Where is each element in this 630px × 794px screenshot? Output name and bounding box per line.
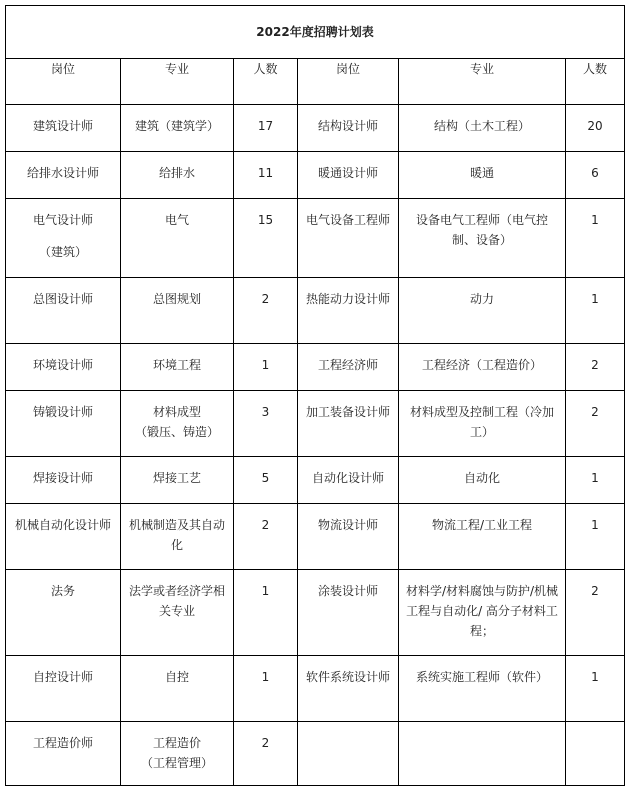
major-cell: 焊接工艺 [152,471,201,485]
count-cell: 1 [591,292,599,306]
position-cell: 工程经济师 [317,358,378,372]
position-cell [6,199,120,262]
position-note: （建筑） [38,245,87,259]
major-cell [399,722,565,733]
major-cell: 法学或者经济学相关专业 [128,584,225,618]
position-cell: 铸锻设计师 [32,405,93,419]
major-cell: 动力 [469,292,494,306]
count-cell: 15 [257,213,274,227]
count-cell: 1 [261,584,270,598]
table-row [6,457,625,504]
major-cell: 物流工程/工业工程 [431,518,533,532]
table-row [6,391,625,457]
major-cell [121,391,233,442]
position-name: 电气设计师 [32,213,93,227]
count-cell: 1 [591,518,599,532]
major-cell: 总图规划 [152,292,201,306]
major-cell: 材料成型及控制工程（冷加工） [409,405,554,439]
count-cell: 2 [591,358,599,372]
count-cell: 5 [261,471,270,485]
position-cell: 自控设计师 [32,670,93,684]
position-cell: 热能动力设计师 [305,292,390,306]
major-cell: 机械制造及其自动化 [128,518,225,552]
count-cell: 1 [261,358,270,372]
position-cell: 物流设计师 [317,518,378,532]
count-cell: 2 [261,518,270,532]
position-cell [298,722,398,733]
header-count: 人数 [234,59,298,105]
count-cell: 2 [261,292,270,306]
major-cell [121,722,233,773]
position-cell: 工程造价师 [32,736,93,750]
table-row [6,656,625,722]
header-count: 人数 [566,59,625,105]
count-cell: 1 [591,471,599,485]
position-cell: 焊接设计师 [32,471,93,485]
major-cell: 暖通 [469,166,494,180]
position-cell: 电气设备工程师 [305,213,390,227]
major-cell: 材料学/材料腐蚀与防护/机械工程与自动化/ 高分子材料工程； [405,584,559,638]
count-cell [566,722,624,733]
count-cell: 1 [261,670,270,684]
count-cell: 2 [591,405,599,419]
major-cell: 环境工程 [152,358,201,372]
position-cell: 环境设计师 [32,358,93,372]
position-cell: 法务 [50,584,75,598]
position-cell: 机械自动化设计师 [14,518,111,532]
position-cell: 给排水设计师 [26,166,99,180]
position-cell: 涂装设计师 [317,584,378,598]
position-cell: 总图设计师 [32,292,93,306]
table-title: 2022年度招聘计划表 [6,6,625,59]
table-row [6,199,625,278]
major-cell: 给排水 [158,166,195,180]
count-cell: 6 [591,166,599,180]
recruitment-plan-table [5,5,625,786]
table-row [6,278,625,344]
major-cell: 系统实施工程师（软件） [415,670,548,684]
count-cell: 1 [591,670,599,684]
major-name: 工程造价 [152,736,201,750]
count-cell: 20 [587,119,603,133]
table-row [6,504,625,570]
major-cell: 结构（土木工程） [433,119,530,133]
header-major: 专业 [399,59,566,105]
major-name: 材料成型 [152,405,201,419]
major-cell: 工程经济（工程造价） [421,358,542,372]
count-cell: 17 [257,119,274,133]
position-cell: 建筑设计师 [32,119,93,133]
table-row [6,344,625,391]
major-cell: 电气 [164,213,189,227]
table-row [6,152,625,199]
position-cell: 自动化设计师 [311,471,384,485]
count-cell: 11 [257,166,274,180]
count-cell: 1 [591,213,599,227]
position-cell: 加工装备设计师 [305,405,390,419]
major-cell: 建筑（建筑学） [134,119,219,133]
count-cell: 3 [261,405,270,419]
table-row [6,105,625,152]
major-cell: 自控 [164,670,189,684]
header-major: 专业 [121,59,234,105]
header-position: 岗位 [298,59,399,105]
table-row [6,570,625,656]
major-note: （锻压、铸造） [134,425,219,439]
count-cell: 2 [591,584,599,598]
count-cell: 2 [261,736,270,750]
position-cell: 暖通设计师 [317,166,378,180]
header-position: 岗位 [6,59,121,105]
major-cell: 设备电气工程师（电气控制、设备） [415,213,548,247]
major-note: （工程管理） [140,756,213,770]
table-row [6,722,625,786]
position-cell: 软件系统设计师 [305,670,390,684]
position-cell: 结构设计师 [317,119,378,133]
major-cell: 自动化 [463,471,500,485]
